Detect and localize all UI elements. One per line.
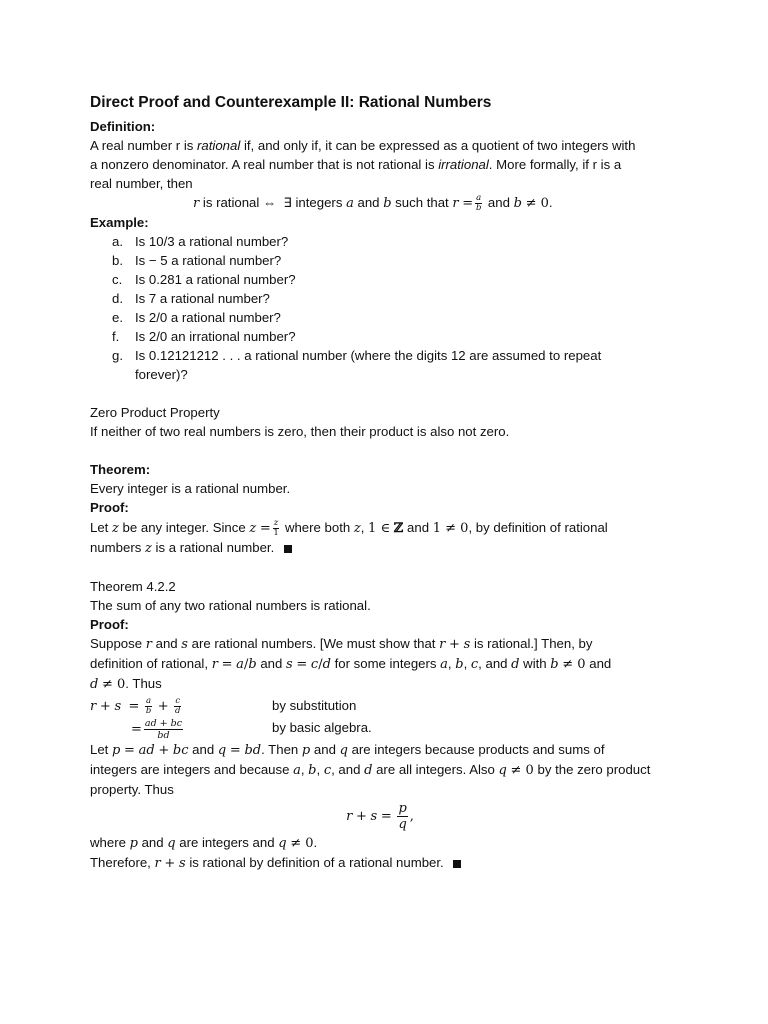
proof-label: Proof: xyxy=(90,500,129,516)
final-equation: r + s = $\frac{p}{q}$ , xyxy=(346,801,414,833)
theorem1-proof-line-1: Let z be any integer. Since z = $\frac{z}{1}$ where both z, 1 ∈ ℤ and 1 ≠ 0, by definition of rational xyxy=(90,518,608,539)
theorem2-proof-line-4: Let p = ad + bc and q = bd. Then p and q are integers because products and sums of xyxy=(90,742,605,759)
theorem2-proof-line-7: where p and q are integers and q ≠ 0. xyxy=(90,835,318,852)
page-title: Direct Proof and Counterexample II: Rational Numbers xyxy=(90,94,492,111)
zero-product-heading: Zero Product Property xyxy=(90,405,220,421)
definition-line-1: A real number r is rational if, and only if, it can be expressed as a quotient of two integers with xyxy=(90,138,636,153)
equation-step-1: r + s = $\frac{a}{b}$ + $\frac{c}{d}$ by substitution xyxy=(90,696,357,717)
theorem2-proof-line-8: Therefore, r + s is rational by definition of a rational number. xyxy=(90,853,690,873)
list-item: a. Is 10/3 a rational number? xyxy=(112,234,289,250)
qed-square xyxy=(453,860,461,868)
equation-step-2: = $\frac{ad + bc}{bd}$ by basic algebra. xyxy=(131,718,372,742)
definition-line-3: real number, then xyxy=(90,176,193,191)
definition-formula: r is rational ⇔ ∃ integers a and b such that r = $\frac{a}{b}$ and b ≠ 0. xyxy=(193,193,553,214)
list-item: d. Is 7 a rational number? xyxy=(112,291,270,307)
theorem-statement: Every integer is a rational number. xyxy=(90,481,291,497)
list-item: b. Is − 5 a rational number? xyxy=(112,253,282,269)
qed-square xyxy=(284,545,292,553)
example-heading: Example: xyxy=(90,215,149,231)
theorem2-proof-line-5: integers are integers and because a, b, c, and d are all integers. Also q ≠ 0 by the zero product xyxy=(90,762,651,779)
document xyxy=(90,92,690,873)
example-list xyxy=(90,232,690,384)
proof-label: Proof: xyxy=(90,617,129,633)
theorem2-proof-line-6: property. Thus xyxy=(90,782,174,798)
theorem2-proof-line-2: definition of rational, r = a/b and s = c/d for some integers a, b, c, and d with b ≠ 0 and xyxy=(90,656,612,673)
list-item: e. Is 2/0 a rational number? xyxy=(112,310,281,326)
list-item: g. Is 0.12121212 . . . a rational number (where the digits 12 are assumed to repeat forever)? xyxy=(112,348,602,383)
theorem2-statement: The sum of any two rational numbers is rational. xyxy=(90,598,371,614)
definition-heading: Definition: xyxy=(90,119,156,134)
theorem2-proof-line-3: d ≠ 0. Thus xyxy=(90,676,162,693)
definition-line-2: a nonzero denominator. A real number that is not rational is irrational. More formally, if r is a xyxy=(90,157,622,172)
theorem1-proof-line-2: numbers z is a rational number. xyxy=(90,538,690,558)
theorem2-proof-line-1: Suppose r and s are rational numbers. [We must show that r + s is rational.] Then, by xyxy=(90,636,593,653)
theorem2-heading: Theorem 4.2.2 xyxy=(90,579,176,595)
theorem-heading: Theorem: xyxy=(90,462,151,478)
zero-product-text: If neither of two real numbers is zero, then their product is also not zero. xyxy=(90,424,510,440)
step-note: by substitution xyxy=(272,698,357,714)
step-note: by basic algebra. xyxy=(272,720,372,736)
list-item: c. Is 0.281 a rational number? xyxy=(112,272,296,288)
list-item: f. Is 2/0 an irrational number? xyxy=(112,329,296,345)
